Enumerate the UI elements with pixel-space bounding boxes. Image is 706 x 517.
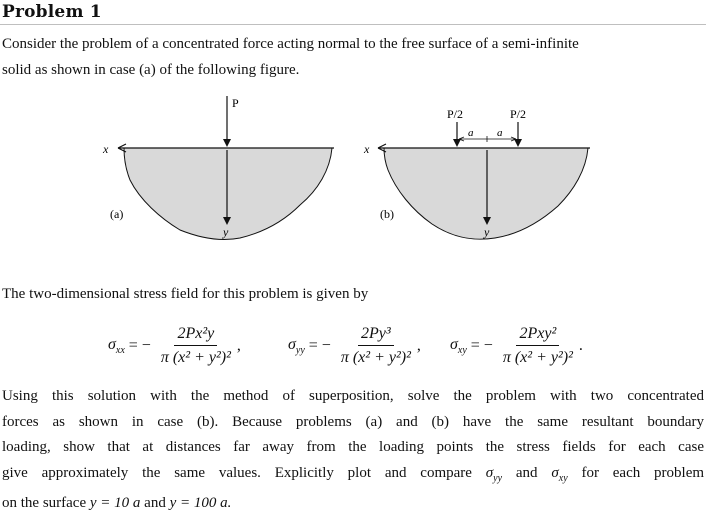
numerator: 2Px²y: [174, 324, 217, 346]
task-line-4-start: give approximately the same values. Explicitly plot and compare: [2, 464, 472, 481]
surface-y-100a: y = 100 a.: [169, 495, 232, 511]
denominator: π (x² + y²)²: [340, 349, 411, 366]
fraction: [158, 324, 234, 368]
loading-figure: [0, 90, 706, 250]
task-line-3: loading, show that at distances far away from the loading points the stress fields for each case: [2, 439, 704, 455]
stress-intro: [2, 282, 704, 308]
case-b-spacing-left-label: a: [468, 127, 474, 139]
intro-paragraph: [2, 32, 704, 83]
case-b-left-force-label: P/2: [447, 107, 464, 121]
fraction: [500, 324, 576, 368]
case-b-spacing-right-label: a: [497, 127, 503, 139]
trailing-comma: ,: [236, 337, 241, 354]
problem-heading: Problem 1: [2, 2, 102, 22]
surface-y-10a: y = 10 a: [89, 495, 141, 511]
stress-equations: [0, 318, 706, 374]
sigma-xy-inline: $\sigma_{xy}$: [551, 464, 568, 484]
case-b-y-label: y: [484, 225, 490, 239]
fraction: [338, 324, 414, 368]
equation-sigma-xx: [108, 318, 241, 374]
denominator: π (x² + y²)²: [502, 349, 573, 366]
trailing-comma: ,: [416, 337, 421, 354]
case-b-right-force-label: P/2: [510, 107, 527, 121]
equals-minus: = −: [470, 337, 493, 354]
case-a-x-label: x: [103, 142, 109, 156]
task-line-4: [2, 461, 704, 492]
task-line-2: forces as shown in case (b). Because problems (a) and (b) have the same resultant boundary: [2, 413, 704, 430]
case-b-right-force-arrowhead: [514, 139, 522, 147]
denominator: π (x² + y²)²: [160, 349, 231, 366]
task-line-4-and: and: [515, 464, 538, 481]
trailing-period: .: [578, 337, 583, 354]
equals-minus: = −: [128, 337, 151, 354]
case-b-x-label: x: [364, 142, 370, 156]
numerator: 2Py³: [358, 324, 394, 346]
numerator: 2Pxy²: [516, 324, 559, 346]
task-line-5-start: on the surface: [2, 495, 87, 511]
heading-divider: [0, 24, 706, 25]
sigma-yy-inline: $\sigma_{yy}$: [485, 464, 503, 484]
task-line-5: [2, 491, 704, 517]
equation-sigma-xy: [450, 318, 583, 374]
task-line-1: Using this solution with the method of superposition, solve the problem with two concentrated: [2, 388, 704, 404]
task-line-4-end: for each problem: [581, 464, 705, 481]
intro-line-1: Consider the problem of a concentrated force acting normal to the free surface of a semi-infinite: [2, 36, 579, 52]
task-paragraph: [2, 384, 704, 517]
case-b-left-force-arrowhead: [453, 139, 461, 147]
case-b-label: (b): [380, 207, 394, 221]
case-a-y-label: y: [223, 225, 229, 239]
case-a-force-arrowhead: [223, 139, 231, 147]
task-line-5-and: and: [144, 495, 166, 511]
sigma-symbol: $\sigma_{xy}$: [450, 335, 467, 357]
intro-line-2: solid as shown in case (a) of the following figure.: [2, 61, 300, 78]
equals-minus: = −: [308, 337, 331, 354]
case-a-force-label: P: [232, 96, 239, 110]
sigma-symbol: $\sigma_{xx}$: [108, 335, 125, 357]
sigma-symbol: $\sigma_{yy}$: [288, 335, 305, 357]
equation-sigma-yy: [288, 318, 421, 374]
stress-intro-line: The two-dimensional stress field for this problem is given by: [2, 286, 369, 302]
case-a-label: (a): [110, 207, 124, 221]
